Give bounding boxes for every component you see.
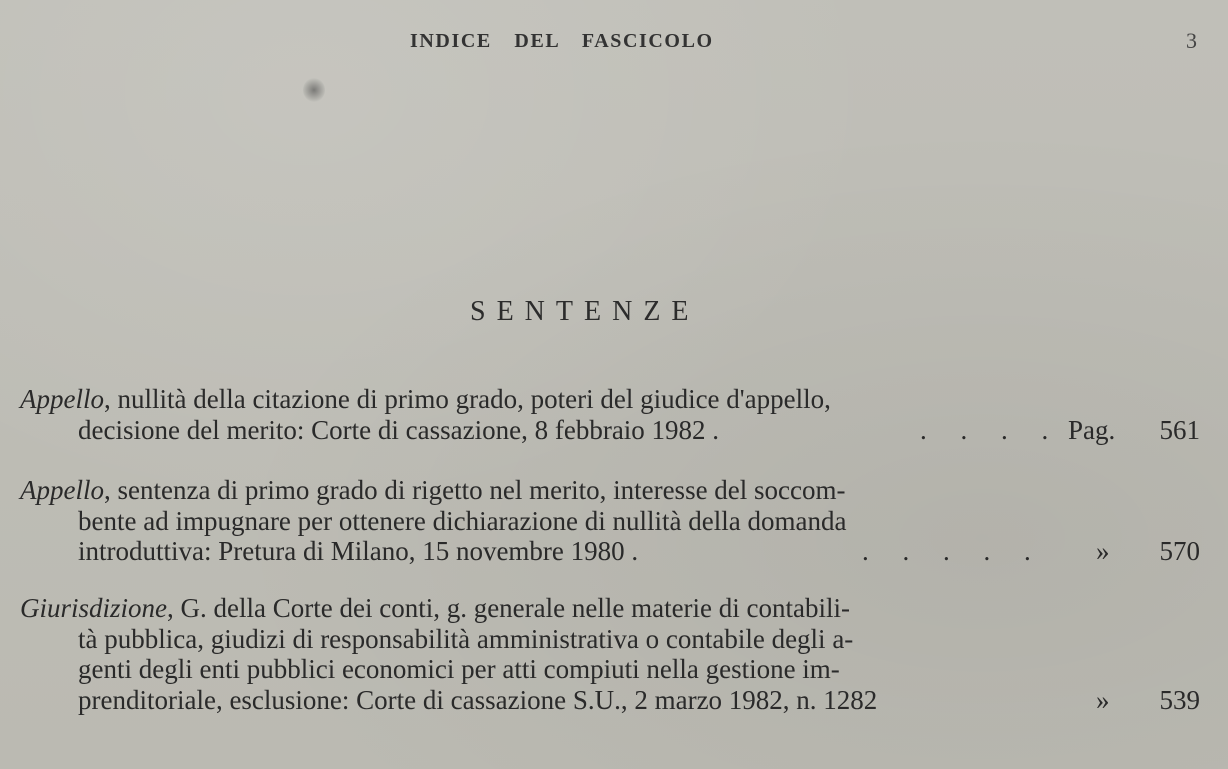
dot-leader: . . . . .	[862, 536, 1031, 566]
entry-line	[20, 536, 1200, 567]
ink-smudge	[303, 78, 325, 102]
page-label: Pag.	[1068, 414, 1116, 445]
entry-line	[20, 654, 1200, 685]
entry-line	[20, 593, 1200, 624]
entry-text: , G. della Corte dei conti, g. generale nelle materie di contabili-	[167, 593, 851, 623]
entry-text: , sentenza di primo grado di rigetto nel merito, interesse del soccom-	[103, 475, 846, 505]
dot-leader: . . . .	[920, 414, 1049, 445]
entry-keyword: Appello	[20, 384, 104, 414]
entry-text: decisione del merito: Corte di cassazione, 8 febbraio 1982 .	[78, 414, 720, 445]
page-reference: 539	[1159, 684, 1200, 715]
index-entry	[20, 475, 1200, 567]
index-entry	[20, 384, 1200, 445]
entry-line	[20, 384, 1200, 415]
entry-keyword: Giurisdizione	[20, 593, 168, 623]
page-number: 3	[1186, 28, 1197, 53]
entry-line	[20, 624, 1200, 655]
running-title: INDICE DEL FASCICOLO	[410, 30, 714, 52]
page-reference: 561	[1159, 414, 1200, 445]
entry-line	[20, 506, 1200, 537]
page-reference: 570	[1159, 536, 1200, 566]
entry-line	[20, 685, 1200, 716]
entry-text: prenditoriale, esclusione: Corte di cassazione S.U., 2 marzo 1982, n. 1282	[78, 684, 878, 715]
entry-text: , nullità della citazione di primo grado, poteri del giudice d'appello,	[103, 384, 831, 414]
index-entry	[20, 593, 1200, 715]
ditto-mark: »	[1096, 684, 1110, 715]
entry-keyword: Appello	[20, 475, 104, 505]
ditto-mark: »	[1096, 536, 1110, 566]
entry-text: introduttiva: Pretura di Milano, 15 novembre 1980 .	[78, 536, 639, 566]
entry-text: tà pubblica, giudizi di responsabilità amministrativa o contabile degli a-	[78, 623, 854, 654]
entry-text: bente ad impugnare per ottenere dichiarazione di nullità della domanda	[78, 505, 847, 536]
entry-text: genti degli enti pubblici economici per atti compiuti nella gestione im-	[78, 654, 840, 684]
entry-line	[20, 415, 1200, 446]
section-title: SENTENZE	[470, 296, 700, 327]
entry-line	[20, 475, 1200, 506]
